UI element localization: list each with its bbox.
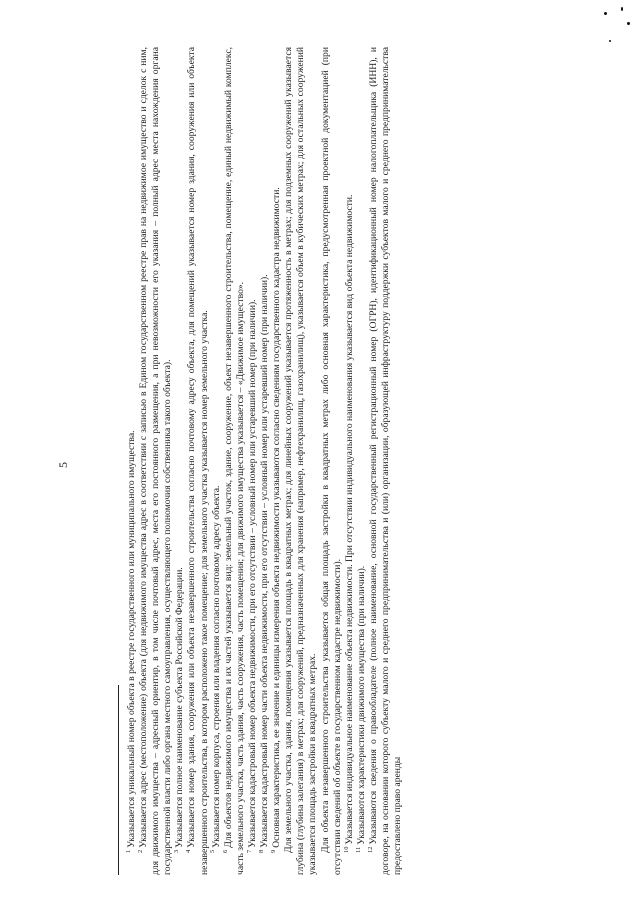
footnote-number: 7 — [245, 849, 253, 853]
footnote-number: 4 — [185, 849, 193, 853]
footnote — [186, 47, 210, 875]
footnote-text: Указывается индивидуальное наименование объекта недвижимости. При отсутствии индивидуального наименования указывается вид объекта недвижимости. — [343, 194, 355, 845]
footnote-text: Указывается уникальный номер объекта в реестре государственного или муниципального имущества. — [126, 430, 137, 848]
footnote — [247, 47, 259, 875]
scan-artifact — [609, 40, 611, 42]
footnote-text: Для объектов недвижимого имущества и их частей указывается вид: земельный участок, здание, сооружение, объект незавершенного строительства, помещение, единый недвижимый комплекс, часть земельного участка, часть здания, часть сооружения, часть помещения; для движимого имущества указывается – «Движимое имущество». — [222, 47, 246, 875]
footnote — [283, 47, 319, 875]
footnote — [320, 47, 344, 875]
footnote-number: 2 — [136, 849, 144, 853]
footnote-number: 9 — [269, 849, 277, 853]
rotated-content — [48, 35, 608, 895]
footnote-number: 11 — [354, 846, 362, 853]
footnote-text: Указывается номер здания, сооружения или объекта незавершенного строительства согласно почтовому адресу объекта, для помещений указывается номер здания, сооружения или объекта незавершенного строительства, в котором расположено такое помещение; для земельного участка указывается номер земельного участка. — [186, 47, 210, 875]
footnote — [174, 47, 186, 875]
footnote-number: 6 — [221, 849, 229, 853]
footnote-text: Для земельного участка, здания, помещения указывается площадь в квадратных метрах; для линейных сооружений указывается протяженность в метрах; для подземных сооружений указывается глубина (глубина залегания) в метрах; для сооружений, предназначенных для хранения (например, нефтехранилищ, газохранилищ), указывается объем в кубических метрах; для остальных сооружений указывается площадь застройки в квадратных метрах. — [283, 47, 319, 875]
scan-artifact — [604, 12, 607, 15]
footnote-number: 5 — [209, 849, 217, 853]
footnote-text: Указывается кадастровый номер объекта недвижимости, при его отсутствии – условный номер или устаревший номер (при наличии). — [246, 299, 258, 848]
footnote — [344, 47, 356, 875]
footnote — [271, 47, 283, 875]
footnote-separator — [118, 685, 119, 875]
footnote — [126, 47, 138, 875]
footnotes — [126, 47, 404, 875]
footnote — [356, 47, 368, 875]
footnote-number: 3 — [173, 849, 181, 853]
footnote-number: 1 — [124, 849, 132, 853]
footnote-number: 8 — [257, 849, 265, 853]
footnote-text: Указывается кадастровый номер части объекта недвижимости, при его отсутствии – условный номер или устаревший номер (при наличии). — [259, 274, 271, 848]
scan-artifact — [621, 7, 623, 11]
footnote — [259, 47, 271, 875]
footnote-text: Основная характеристика, ее значение и единицы измерения объекта недвижимости указываются согласно сведениям государственного кадастра недвижимости. — [271, 187, 283, 848]
page-number: 5 — [56, 462, 70, 468]
footnote-number: 12 — [366, 846, 374, 853]
footnote-text: Указывается номер корпуса, строения или владения согласно почтовому адресу объекта. — [210, 485, 222, 848]
footnote-text: Указывается адрес (местоположение) объекта (для недвижимого имущества адрес в соответствии с записью в Едином государственном реестре прав на недвижимое имущество и сделок с ним, для движимого имущества – адресный ориентир, в том числе почтовый адрес, места его постоянного размещения, а при невозможности его указания – полный адрес места нахождения органа государственной власти либо органа местного самоуправления, осуществляющего полномочия собственника такого объекта). — [138, 47, 174, 875]
footnote-number: 10 — [342, 846, 350, 853]
scan-artifact — [627, 22, 630, 25]
footnote — [138, 47, 174, 875]
footnote — [223, 47, 247, 875]
footnote-text: Указываются сведения о правообладателе (полное наименование, основной государственный регистрационный номер (ОГРН), идентификационный номер налогоплательщика (ИНН), и договоре, на основании которого субъекту малого и среднего предпринимательства и (или) организации, образующей инфраструктуру поддержки субъектов малого и среднего предпринимательства предоставлено право аренды — [367, 47, 404, 875]
footnote-text: Указывается полное наименование субъекта Российской Федерации. — [174, 567, 186, 848]
footnote-text: Указываются характеристики движимого имущества (при наличии). — [355, 565, 367, 845]
footnote-text: Для объекта незавершенного строительства указывается общая площадь застройки в квадратных метрах либо основная характеристика, предусмотренная проектной документацией (при отсутствии сведений об объекте в государственном кадастре недвижимости). — [319, 47, 343, 875]
footnote — [211, 47, 223, 875]
footnote — [368, 47, 404, 875]
